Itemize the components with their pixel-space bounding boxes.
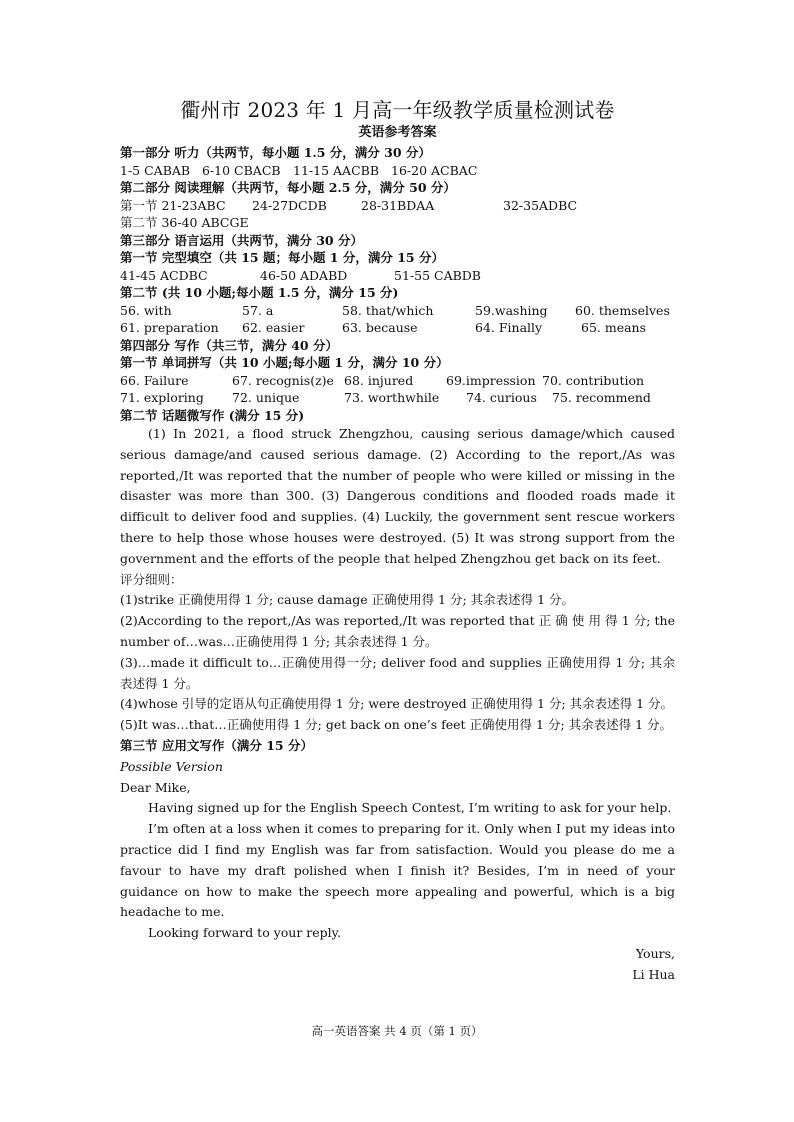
answer-cell: 59.washing	[475, 302, 548, 318]
criteria-item: (5)It was…that…正确使用得 1 分; get back on one’s feet 正确使用得 1 分; 其余表述得 1 分。	[120, 717, 673, 733]
answer-cell: 64. Finally	[475, 320, 543, 335]
answer-cell: 73. worthwhile	[344, 390, 440, 405]
criteria-item: (1)strike 正确使用得 1 分; cause damage 正确使用得 1 分; 其余表述得 1 分。	[120, 592, 575, 608]
answer-cell: 56. with	[120, 302, 172, 318]
answer-cell: 51-55 CABDB	[394, 267, 481, 283]
answer-cell: 69.impression	[446, 372, 536, 388]
answer-cell: 65. means	[581, 320, 647, 335]
answer-cell: 46-50 ADABD	[260, 267, 348, 283]
answer-cell: 11-15 AACBB	[293, 162, 379, 178]
criteria-item: (2)According to the report,/As was reported,/It was reported that 正 确 使 用 得 1 分; the number of…was…正确使用得 1 分; 其余表述得 1 分。	[120, 613, 675, 649]
letter-paragraph: Looking forward to your reply.	[148, 925, 342, 941]
answer-cell: 57. a	[242, 302, 274, 318]
part4-section1-row2	[120, 389, 675, 407]
answer-cell: 28-31BDAA	[361, 197, 435, 213]
answer-cell: 24-27DCDB	[252, 197, 327, 213]
answer-cell: 71. exploring	[120, 390, 204, 405]
answer-cell: 74. curious	[466, 390, 537, 405]
part1-heading: 第一部分 听力（共两节，每小题 1.5 分，满分 30 分）	[120, 145, 431, 160]
answer-cell: 63. because	[342, 320, 418, 335]
page-content	[120, 96, 675, 986]
letter-paragraph: Having signed up for the English Speech Contest, I’m writing to ask for your help.	[148, 800, 672, 816]
part3-heading: 第三部分 语言运用（共两节，满分 30 分）	[120, 232, 363, 248]
letter-paragraph: I’m often at a loss when it comes to preparing for it. Only when I put my ideas into practice did I find my English was far from satisfaction. Would you please do me a favour to have my draft polished when I finish it? Besides, I’m in need of your guidance on how to make the speech more appealing and powerful, which is a big headache to me.	[120, 821, 675, 920]
criteria-item: (4)whose 引导的定语从句正确使用得 1 分; were destroyed 正确使用得 1 分; 其余表述得 1 分。	[120, 696, 674, 712]
part3-section2-row1	[120, 302, 675, 320]
part3-section1-answers	[120, 267, 675, 285]
answer-cell: 16-20 ACBAC	[391, 162, 478, 178]
answer-cell: 68. injured	[344, 372, 414, 388]
answer-cell: 70. contribution	[542, 372, 645, 388]
part4-section3-heading: 第三节 应用文写作（满分 15 分）	[120, 737, 313, 753]
part3-section2-heading: 第二节 (共 10 小题;每小题 1.5 分，满分 15 分)	[120, 285, 399, 300]
part1-answers	[120, 162, 675, 180]
part4-section1-heading: 第一节 单词拼写（共 10 小题;每小题 1 分，满分 10 分）	[120, 355, 449, 370]
part4-section1-row1	[120, 372, 675, 390]
answer-cell: 67. recognis(z)e	[232, 372, 334, 388]
part2-heading: 第二部分 阅读理解（共两节，每小题 2.5 分，满分 50 分）	[120, 180, 456, 195]
part4-heading: 第四部分 写作（共三节，满分 40 分）	[120, 337, 338, 353]
criteria-item: (3)…made it difficult to…正确使用得一分; deliver food and supplies 正确使用得 1 分; 其余表述得 1 分。	[120, 654, 675, 691]
page-footer: 高一英语答案 共 4 页（第 1 页）	[311, 1024, 483, 1038]
answer-cell: 41-45 ACDBC	[120, 267, 208, 283]
answer-cell: 32-35ADBC	[503, 197, 578, 213]
answer-cell: 72. unique	[232, 390, 300, 405]
answer-cell: 75. recommend	[552, 390, 651, 405]
answer-cell: 6-10 CBACB	[202, 162, 281, 178]
criteria-label: 评分细则：	[120, 571, 183, 587]
letter-greeting: Dear Mike,	[120, 779, 191, 795]
answer-cell: 1-5 CABAB	[120, 162, 191, 178]
part2-answers	[120, 197, 675, 215]
part2-section2: 第二节 36-40 ABCGE	[120, 215, 249, 230]
letter-closing: Yours,	[635, 945, 675, 961]
answer-cell: 58. that/which	[342, 302, 434, 318]
possible-version-label: Possible Version	[120, 758, 223, 774]
answer-cell: 66. Failure	[120, 372, 189, 388]
page-subtitle: 英语参考答案	[358, 125, 437, 140]
answer-cell: 60. themselves	[575, 302, 670, 318]
essay-paragraph: (1) In 2021, a flood struck Zhengzhou, causing serious damage/which caused serious damage/and caused serious damage. (2) According to the report,/As was reported,/It was reported that the number of people who were killed or missing in the disaster was more than 300. (3) Dangerous conditions and flooded roads made it difficult to deliver food and supplies. (4) Luckily, the government sent rescue workers there to help those whose houses were destroyed. (5) It was strong support from the government and the efforts of the people that helped Zhengzhou get back on its feet.	[120, 426, 675, 566]
part3-section2-row2	[120, 319, 675, 337]
page-title: 衢州市 2023 年 1 月高一年级教学质量检测试卷	[180, 98, 615, 122]
answer-cell: 第一节 21-23ABC	[120, 197, 226, 213]
part4-section2-heading: 第二节 话题微写作 (满分 15 分)	[120, 407, 305, 423]
part3-section1-heading: 第一节 完型填空（共 15 题；每小题 1 分，满分 15 分）	[120, 250, 444, 265]
answer-cell: 62. easier	[242, 320, 305, 335]
letter-signature: Li Hua	[632, 966, 675, 982]
answer-cell: 61. preparation	[120, 320, 219, 335]
